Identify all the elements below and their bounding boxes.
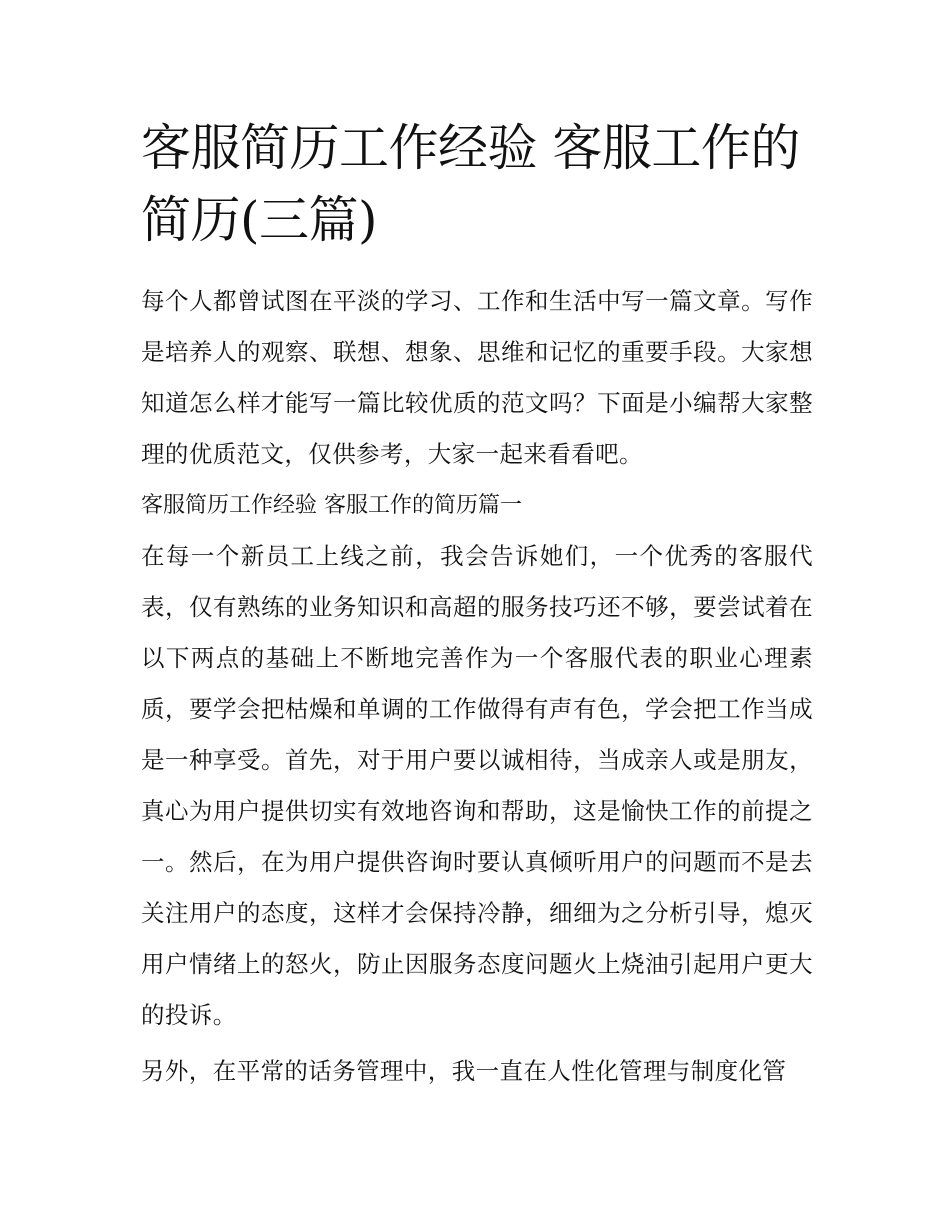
body-paragraph: 另外，在平常的话务管理中，我一直在人性化管理与制度化管 — [141, 1057, 787, 1085]
section-heading: 客服简历工作经验 客服工作的简历篇一 — [141, 493, 522, 518]
document-title: 客服简历工作经验 客服工作的简历(三篇) — [141, 119, 800, 249]
intro-paragraph: 每个人都曾试图在平淡的学习、工作和生活中写一篇文章。写作是培养人的观察、联想、想象、思维和记忆的重要手段。大家想知道怎么样才能写一篇比较优质的范文吗？下面是小编帮大家整理的优质范文，仅供参考，大家一起来看看吧。 — [141, 287, 813, 468]
body-paragraph: 在每一个新员工上线之前，我会告诉她们，一个优秀的客服代表，仅有熟练的业务知识和高超的服务技巧还不够，要尝试着在以下两点的基础上不断地完善作为一个客服代表的职业心理素质，要学会把枯燥和单调的工作做得有声有色，学会把工作当成是一种享受。首先，对于用户要以诚相待，当成亲人或是朋友，真心为用户提供切实有效地咨询和帮助，这是愉快工作的前提之一。然后，在为用户提供咨询时要认真倾听用户的问题而不是去关注用户的态度，这样才会保持冷静，细细为之分析引导，熄灭用户情绪上的怒火，防止因服务态度问题火上烧油引起用户更大的投诉。 — [141, 542, 813, 1029]
document-body — [141, 112, 813, 1097]
